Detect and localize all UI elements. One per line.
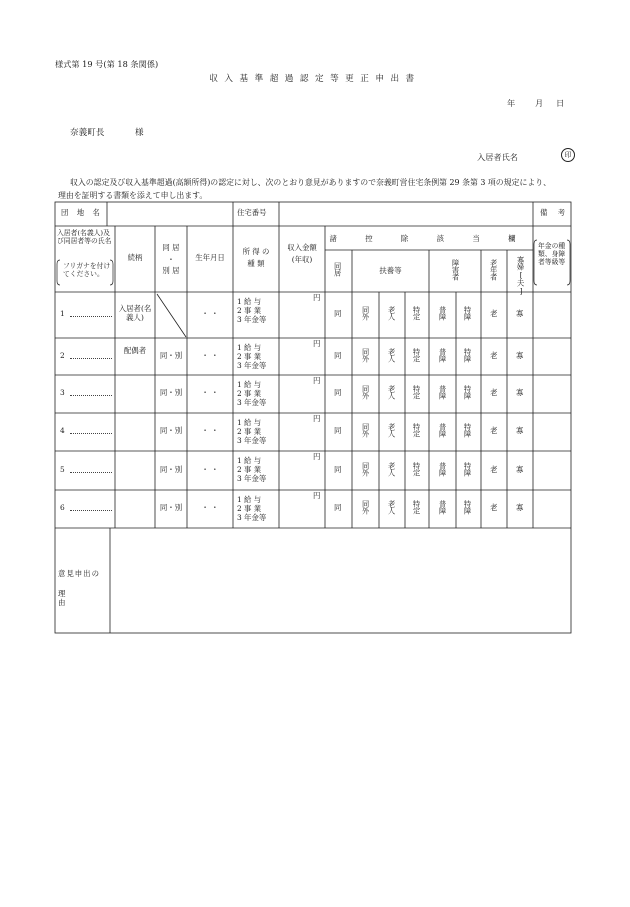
income-type-1[interactable]: 1 給 与: [237, 495, 262, 504]
yen-unit: 円: [313, 293, 321, 302]
check-tokutei[interactable]: 特定: [412, 347, 422, 362]
income-type-3[interactable]: 3 年金等: [237, 361, 267, 370]
row-number: 1: [60, 309, 65, 318]
yen-unit: 円: [313, 339, 321, 348]
check-rojin[interactable]: 老人: [387, 347, 397, 362]
check-tokusho[interactable]: 特障: [463, 306, 473, 321]
check-ka[interactable]: 寡: [516, 503, 524, 512]
resident-name-label: 入居者氏名: [477, 152, 518, 162]
income-type-1[interactable]: 1 給 与: [237, 456, 262, 465]
check-rojin[interactable]: 老人: [387, 461, 397, 476]
cohabit-value[interactable]: 同・別: [159, 388, 183, 397]
check-tokutei[interactable]: 特定: [412, 500, 422, 515]
remarks-label: 備 考: [540, 208, 570, 217]
relation-column-label: 続柄: [127, 253, 143, 262]
date-year-label: 年: [507, 98, 516, 108]
date-day-label: 日: [556, 98, 565, 108]
check-ro[interactable]: 老: [490, 503, 498, 512]
birthdate-entry[interactable]: ・ ・: [201, 309, 219, 318]
check-fusho[interactable]: 普障: [438, 500, 448, 515]
check-rojin[interactable]: 老人: [387, 423, 397, 438]
honorific: 様: [135, 128, 144, 138]
income-type-3[interactable]: 3 年金等: [237, 513, 267, 522]
check-dokyo[interactable]: 同: [334, 388, 342, 397]
name-entry-line[interactable]: [70, 358, 112, 359]
sub-header-shogai: 障害者: [451, 259, 461, 281]
check-ro[interactable]: 老: [490, 464, 498, 474]
check-tokutei[interactable]: 特定: [412, 306, 422, 321]
birthdate-entry[interactable]: ・ ・: [201, 503, 219, 512]
income-type-3[interactable]: 3 年金等: [237, 315, 267, 324]
check-ka[interactable]: 寡: [516, 388, 524, 397]
sub-header-dokyo: 同居: [333, 262, 343, 277]
check-rojin[interactable]: 老人: [387, 385, 397, 400]
income-type-1[interactable]: 1 給 与: [237, 297, 262, 306]
check-tokusho[interactable]: 特障: [463, 347, 473, 362]
income-type-2[interactable]: 2 事 業: [237, 306, 262, 315]
birthdate-entry[interactable]: ・ ・: [201, 350, 219, 360]
check-rojin[interactable]: 老人: [387, 500, 397, 515]
birthdate-entry[interactable]: ・ ・: [201, 464, 219, 474]
check-ro[interactable]: 老: [490, 350, 498, 360]
income-type-3[interactable]: 3 年金等: [237, 436, 267, 445]
relation-value: 配偶者: [123, 345, 147, 355]
check-dogai[interactable]: 同外: [361, 423, 371, 438]
sub-header-fuyo: 扶養等: [379, 266, 402, 275]
check-dokyo[interactable]: 同: [334, 309, 342, 318]
check-ka[interactable]: 寡: [516, 350, 524, 360]
pension-note: 年金の種類、身障者等級等: [538, 242, 566, 267]
check-tokutei[interactable]: 特定: [412, 423, 422, 438]
form-number: 様式第 19 号(第 18 条関係): [55, 59, 159, 69]
row-number: 5: [60, 464, 65, 474]
check-dogai[interactable]: 同外: [361, 306, 371, 321]
income-type-label-1: 所 得 の: [242, 247, 270, 256]
check-rojin[interactable]: 老人: [387, 306, 397, 321]
check-tokutei[interactable]: 特定: [412, 461, 422, 476]
check-tokusho[interactable]: 特障: [463, 385, 473, 400]
relation-value: 入居者(名義人): [118, 304, 152, 322]
name-entry-line[interactable]: [70, 433, 112, 434]
income-type-3[interactable]: 3 年金等: [237, 474, 267, 483]
name-column-label: 入居者(名義人)及び同居者等の氏名: [57, 229, 112, 246]
check-dogai[interactable]: 同外: [361, 347, 371, 362]
reason-label-2: 理 由: [58, 589, 84, 607]
furigana-note: フリガナを付けてください。: [63, 262, 111, 279]
check-dokyo[interactable]: 同: [334, 464, 342, 474]
check-dokyo[interactable]: 同: [334, 350, 342, 360]
row-number: 6: [60, 503, 65, 512]
name-entry-line[interactable]: [70, 472, 112, 473]
check-ro[interactable]: 老: [490, 388, 498, 397]
check-fusho[interactable]: 普障: [438, 347, 448, 362]
yen-unit: 円: [313, 452, 321, 461]
cohabit-label-3: 別 居: [162, 266, 180, 275]
row-number: 4: [60, 426, 65, 435]
date-month-label: 月: [535, 98, 544, 108]
income-amount-label-1: 収入金額: [287, 243, 317, 252]
deduction-section-label: 諸 控 除 該 当 欄: [329, 234, 529, 243]
check-ka[interactable]: 寡: [516, 426, 524, 435]
income-type-2[interactable]: 2 事 業: [237, 504, 262, 513]
check-tokusho[interactable]: 特障: [463, 423, 473, 438]
sub-header-ronen: 老年者: [489, 259, 499, 281]
check-dogai[interactable]: 同外: [361, 385, 371, 400]
check-dokyo[interactable]: 同: [334, 503, 342, 512]
income-type-2[interactable]: 2 事 業: [237, 352, 262, 361]
row-number: 2: [60, 350, 65, 360]
cohabit-value[interactable]: 同・別: [159, 503, 183, 512]
check-fusho[interactable]: 普障: [438, 423, 448, 438]
income-type-1[interactable]: 1 給 与: [237, 343, 262, 352]
check-tokusho[interactable]: 特障: [463, 500, 473, 515]
check-dogai[interactable]: 同外: [361, 500, 371, 515]
cohabit-value[interactable]: 同・別: [159, 350, 183, 360]
income-type-label-2: 種 類: [247, 259, 265, 268]
cohabit-value[interactable]: 同・別: [159, 426, 183, 435]
check-tokutei[interactable]: 特定: [412, 385, 422, 400]
income-amount-label-2: (年収): [291, 255, 313, 264]
check-fusho[interactable]: 普障: [438, 385, 448, 400]
cohabit-value[interactable]: 同・別: [159, 464, 183, 474]
sub-header-kafu: 寡婦[夫]: [516, 256, 526, 296]
birthdate-entry[interactable]: ・ ・: [201, 426, 219, 435]
body-text-line-1: 収入の認定及び収入基準超過(高額所得)の認定に対し、次のとおり意見がありますので奈義町営住宅条例第 29 条第 3 項の規定により、: [70, 178, 552, 187]
reason-input-area[interactable]: [112, 531, 568, 629]
name-entry-line[interactable]: [70, 316, 112, 317]
yen-unit: 円: [313, 491, 321, 500]
birthdate-column-label: 生年月日: [195, 253, 225, 262]
birthdate-entry[interactable]: ・ ・: [201, 388, 219, 397]
reason-label-1: 意見申出の: [58, 569, 100, 578]
check-ro[interactable]: 老: [490, 426, 498, 435]
form-title: 収入基準超過認定等更正申出書: [209, 74, 421, 84]
complex-name-label: 団 地 名: [61, 208, 103, 217]
cohabit-label-1: 同 居: [162, 243, 180, 252]
check-ka[interactable]: 寡: [516, 309, 524, 318]
cohabit-label-2: ・: [167, 255, 175, 264]
check-fusho[interactable]: 普障: [438, 461, 448, 476]
income-type-2[interactable]: 2 事 業: [237, 465, 262, 474]
check-dokyo[interactable]: 同: [334, 426, 342, 435]
income-type-3[interactable]: 3 年金等: [237, 398, 267, 407]
name-entry-line[interactable]: [70, 395, 112, 396]
check-tokusho[interactable]: 特障: [463, 461, 473, 476]
seal-mark: 印: [561, 148, 575, 162]
income-type-1[interactable]: 1 給 与: [237, 380, 262, 389]
check-ro[interactable]: 老: [490, 309, 498, 318]
income-type-2[interactable]: 2 事 業: [237, 389, 262, 398]
income-type-2[interactable]: 2 事 業: [237, 427, 262, 436]
check-fusho[interactable]: 普障: [438, 306, 448, 321]
body-text-line-2: 理由を証明する書類を添えて申し出ます。: [58, 191, 208, 200]
yen-unit: 円: [313, 376, 321, 385]
income-type-1[interactable]: 1 給 与: [237, 418, 262, 427]
check-ka[interactable]: 寡: [516, 464, 524, 474]
check-dogai[interactable]: 同外: [361, 461, 371, 476]
name-entry-line[interactable]: [70, 510, 112, 511]
addressee: 奈義町長: [70, 128, 105, 138]
row-number: 3: [60, 388, 65, 397]
house-number-label: 住宅番号: [237, 208, 267, 217]
yen-unit: 円: [313, 414, 321, 423]
